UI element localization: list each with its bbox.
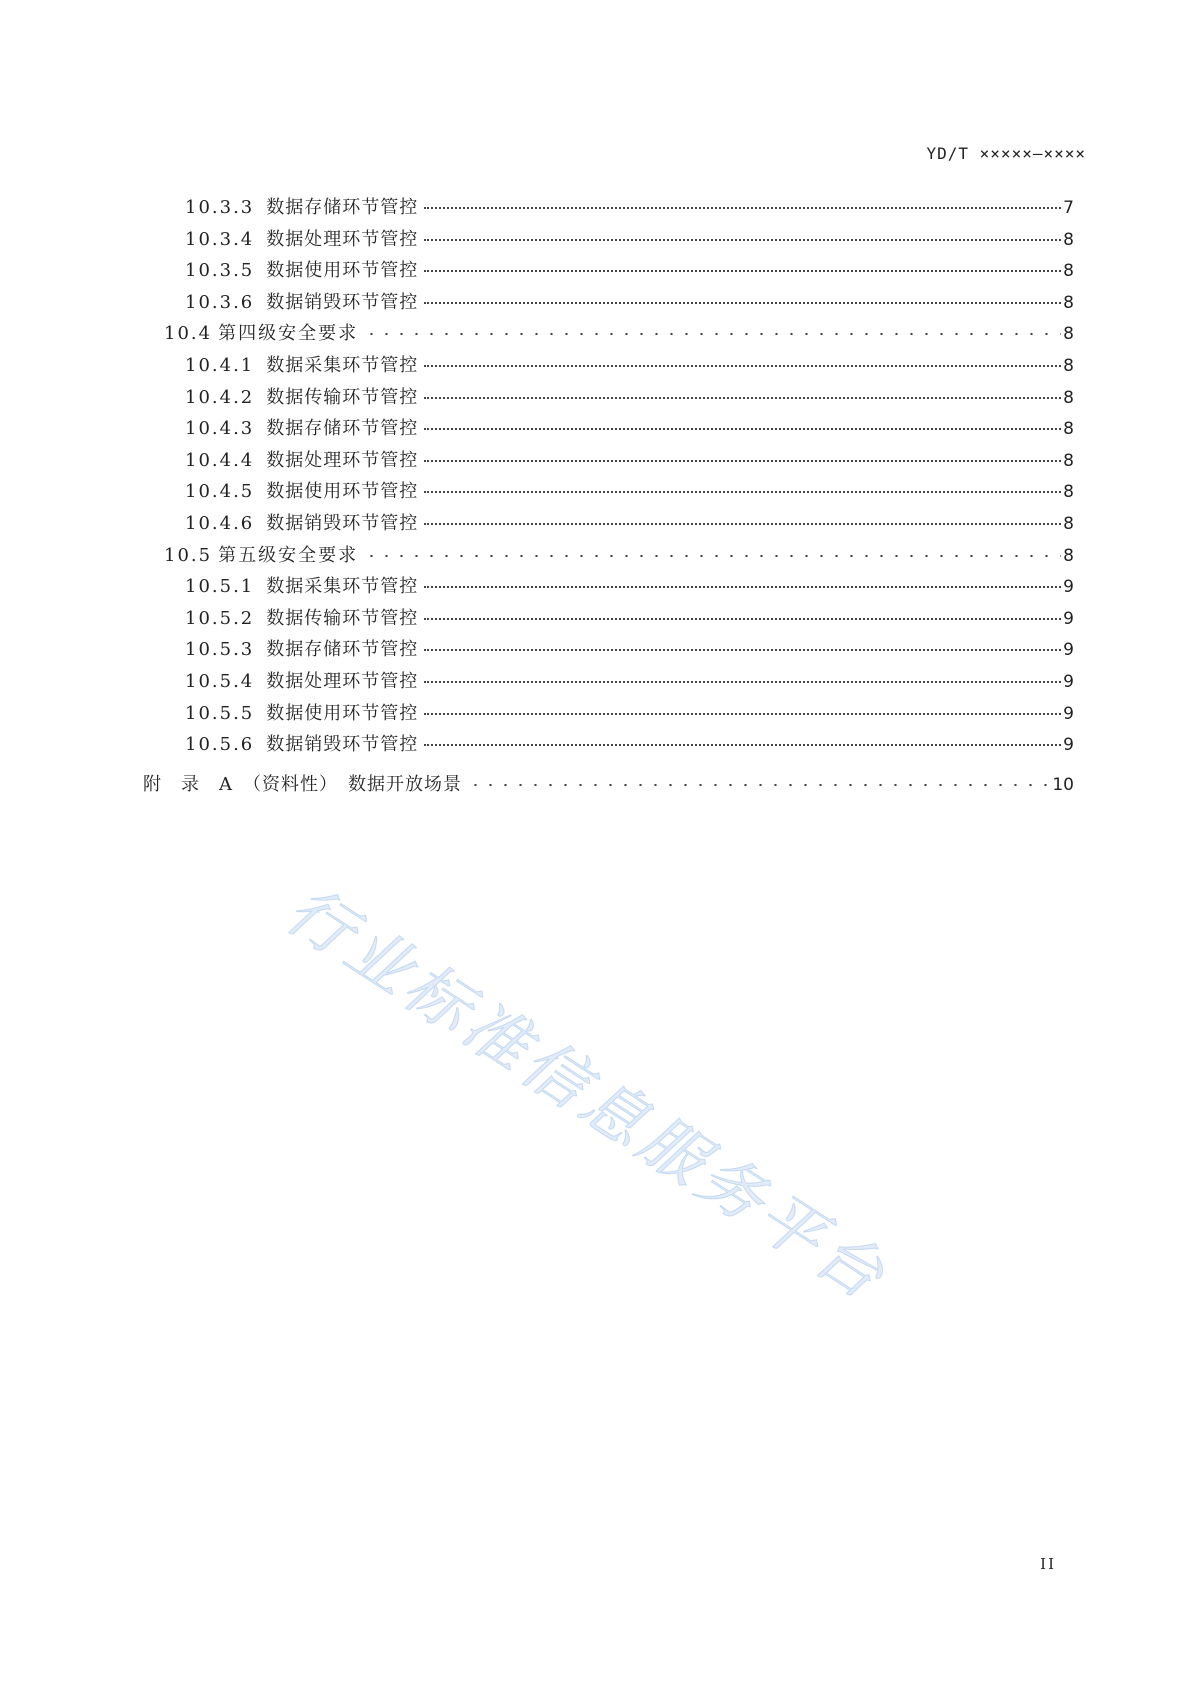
toc-entry-title: 数据销毁环节管控 xyxy=(266,291,419,313)
toc-entry-title: 数据传输环节管控 xyxy=(266,607,419,629)
toc-entry[interactable] xyxy=(143,604,1074,636)
toc-dot-leader xyxy=(424,491,1061,493)
toc-entry-number: 10.4.1 xyxy=(185,354,255,376)
toc-dot-leader xyxy=(424,365,1061,367)
toc-appendix-entry[interactable] xyxy=(143,770,1074,802)
toc-entry-page: 8 xyxy=(1063,229,1074,250)
toc-entry[interactable] xyxy=(143,541,1074,573)
toc-dot-leader xyxy=(424,397,1061,399)
toc-entry-page: 9 xyxy=(1063,671,1074,692)
toc-entry-title: 数据采集环节管控 xyxy=(266,354,419,376)
toc-dot-leader xyxy=(424,523,1061,525)
toc-entry-title: 数据使用环节管控 xyxy=(266,481,419,503)
toc-entry-number: 10.5.5 xyxy=(185,702,255,724)
toc-entry-title: 第五级安全要求 xyxy=(218,544,359,566)
toc-dot-leader xyxy=(364,332,1061,336)
toc-entry-number: 10.5.1 xyxy=(185,576,255,598)
toc-entry-title: 数据存储环节管控 xyxy=(266,418,419,440)
toc-entry-title: 数据销毁环节管控 xyxy=(266,734,419,756)
toc-entry-number: 10.4.6 xyxy=(185,512,255,534)
toc-entry-number: 10.4.3 xyxy=(185,418,255,440)
toc-entry-number: 10.3.6 xyxy=(185,291,255,313)
toc-entry-page: 8 xyxy=(1063,482,1074,503)
toc-dot-leader xyxy=(424,302,1061,304)
toc-entry-number: 10.4.5 xyxy=(185,481,255,503)
toc-entry[interactable] xyxy=(143,414,1074,446)
table-of-contents xyxy=(143,193,1074,801)
toc-entry-title: 数据处理环节管控 xyxy=(266,228,419,250)
toc-dot-leader xyxy=(424,649,1061,651)
toc-dot-leader xyxy=(424,713,1061,715)
toc-entry-title: 数据使用环节管控 xyxy=(266,702,419,724)
appendix-label: 附 录 A xyxy=(143,773,233,795)
toc-entry-number: 10.5.6 xyxy=(185,734,255,756)
toc-entry[interactable] xyxy=(143,383,1074,415)
toc-entry-page: 8 xyxy=(1063,292,1074,313)
toc-entry[interactable] xyxy=(143,667,1074,699)
toc-dot-leader xyxy=(468,783,1050,787)
toc-dot-leader xyxy=(424,681,1061,683)
toc-entry[interactable] xyxy=(143,446,1074,478)
page-number: II xyxy=(1040,1555,1056,1573)
toc-entry[interactable] xyxy=(143,635,1074,667)
toc-dot-leader xyxy=(424,270,1061,272)
toc-entry-number: 10.3.3 xyxy=(185,197,255,218)
toc-entry-page: 9 xyxy=(1063,735,1074,756)
toc-dot-leader xyxy=(424,460,1061,462)
appendix-title: 数据开放场景 xyxy=(348,773,462,795)
toc-entry-title: 数据存储环节管控 xyxy=(266,197,419,218)
toc-entry-page: 8 xyxy=(1063,324,1074,345)
toc-entry-page: 8 xyxy=(1063,419,1074,440)
toc-entry-title: 数据采集环节管控 xyxy=(266,576,419,598)
toc-entry-title: 数据销毁环节管控 xyxy=(266,512,419,534)
toc-entry[interactable] xyxy=(143,193,1074,225)
toc-dot-leader xyxy=(364,554,1061,558)
toc-entry-title: 数据处理环节管控 xyxy=(266,449,419,471)
toc-entry[interactable] xyxy=(143,256,1074,288)
toc-entry-title: 第四级安全要求 xyxy=(218,323,359,345)
toc-entry-number: 10.5.2 xyxy=(185,607,255,629)
toc-entry[interactable] xyxy=(143,572,1074,604)
toc-entry-page: 7 xyxy=(1063,198,1074,218)
toc-entry[interactable] xyxy=(143,288,1074,320)
toc-dot-leader xyxy=(424,618,1061,620)
toc-entry[interactable] xyxy=(143,351,1074,383)
toc-entry-number: 10.4 xyxy=(164,323,213,345)
toc-entry-page: 8 xyxy=(1063,355,1074,376)
toc-entry-title: 数据使用环节管控 xyxy=(266,260,419,282)
watermark: 行业标准信息服务平台 xyxy=(273,873,901,1317)
toc-entry-page: 9 xyxy=(1063,608,1074,629)
document-code: YD/T ×××××—×××× xyxy=(926,144,1086,163)
toc-dot-leader xyxy=(424,207,1061,209)
toc-entry-page: 8 xyxy=(1063,261,1074,282)
toc-entry[interactable] xyxy=(143,699,1074,731)
toc-entry-number: 10.5.3 xyxy=(185,639,255,661)
toc-entry-title: 数据传输环节管控 xyxy=(266,386,419,408)
toc-entry-page: 8 xyxy=(1063,545,1074,566)
toc-entry[interactable] xyxy=(143,477,1074,509)
appendix-type: （资料性） xyxy=(243,773,338,795)
toc-entry-number: 10.5.4 xyxy=(185,670,255,692)
toc-entry-page: 9 xyxy=(1063,703,1074,724)
toc-entry-number: 10.3.4 xyxy=(185,228,255,250)
toc-entry-number: 10.4.2 xyxy=(185,386,255,408)
toc-entry-page: 8 xyxy=(1063,450,1074,471)
toc-entry-title: 数据存储环节管控 xyxy=(266,639,419,661)
toc-entry-page: 8 xyxy=(1063,513,1074,534)
toc-entry-number: 10.4.4 xyxy=(185,449,255,471)
toc-entry[interactable] xyxy=(143,509,1074,541)
toc-entry-page: 9 xyxy=(1063,577,1074,598)
toc-entry-page: 9 xyxy=(1063,640,1074,661)
toc-dot-leader xyxy=(424,744,1061,746)
toc-entry[interactable] xyxy=(143,319,1074,351)
toc-entry-number: 10.5 xyxy=(164,544,213,566)
toc-dot-leader xyxy=(424,428,1061,430)
appendix-page: 10 xyxy=(1052,774,1074,795)
toc-entry[interactable] xyxy=(143,225,1074,257)
toc-dot-leader xyxy=(424,239,1061,241)
toc-entry[interactable] xyxy=(143,730,1074,762)
toc-entry-page: 8 xyxy=(1063,387,1074,408)
toc-entry-title: 数据处理环节管控 xyxy=(266,670,419,692)
toc-dot-leader xyxy=(424,586,1061,588)
toc-entry-number: 10.3.5 xyxy=(185,260,255,282)
